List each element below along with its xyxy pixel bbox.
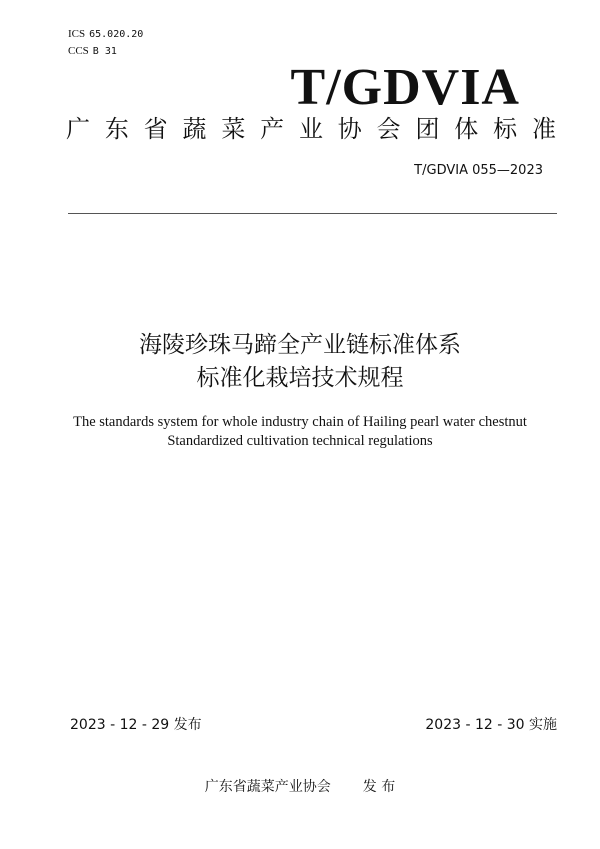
ics-code xyxy=(68,28,143,40)
title-zh-line-2: 标准化栽培技术规程 xyxy=(196,365,404,391)
ccs-value: B 31 xyxy=(92,46,117,57)
divider xyxy=(68,213,557,214)
org-standard-char: 产 xyxy=(260,115,285,143)
ccs-label: CCS xyxy=(68,45,89,57)
publisher-action: 发 布 xyxy=(362,779,396,795)
org-standard-char: 广 xyxy=(66,115,90,143)
publisher xyxy=(0,776,600,796)
org-standard-char: 准 xyxy=(531,115,556,143)
org-standard-char: 蔬 xyxy=(182,115,207,143)
title-en-line-2: Standardized cultivation technical regulations xyxy=(167,433,433,449)
ccs-code xyxy=(68,45,117,57)
org-standard-char: 会 xyxy=(376,115,401,143)
ics-label: ICS xyxy=(68,28,86,40)
org-standard-char: 省 xyxy=(143,115,168,143)
effective-date: 2023 - 12 - 30 实施 xyxy=(425,717,557,733)
org-standard-char: 体 xyxy=(454,115,479,143)
org-standard-char: 业 xyxy=(298,115,323,143)
title-zh-line-1: 海陵珍珠马蹄全产业链标准体系 xyxy=(139,332,461,358)
standard-code: T/GDVIA 055—2023 xyxy=(414,163,543,178)
issue-date: 2023 - 12 - 29 发布 xyxy=(70,717,202,733)
org-standard-char: 菜 xyxy=(221,115,246,143)
publisher-name: 广东省蔬菜产业协会 xyxy=(204,779,331,795)
ics-value: 65.020.20 xyxy=(89,29,144,40)
org-standard-char: 东 xyxy=(104,115,129,143)
org-standard-char: 协 xyxy=(337,115,362,143)
title-en-line-1: The standards system for whole industry chain of Hailing pearl water chestnut xyxy=(73,414,527,430)
org-standard-char: 团 xyxy=(415,115,440,143)
brand-logo-text: T/GDVIA xyxy=(290,59,520,116)
org-standard-char: 标 xyxy=(493,115,518,143)
organization-standard-title xyxy=(66,114,556,144)
